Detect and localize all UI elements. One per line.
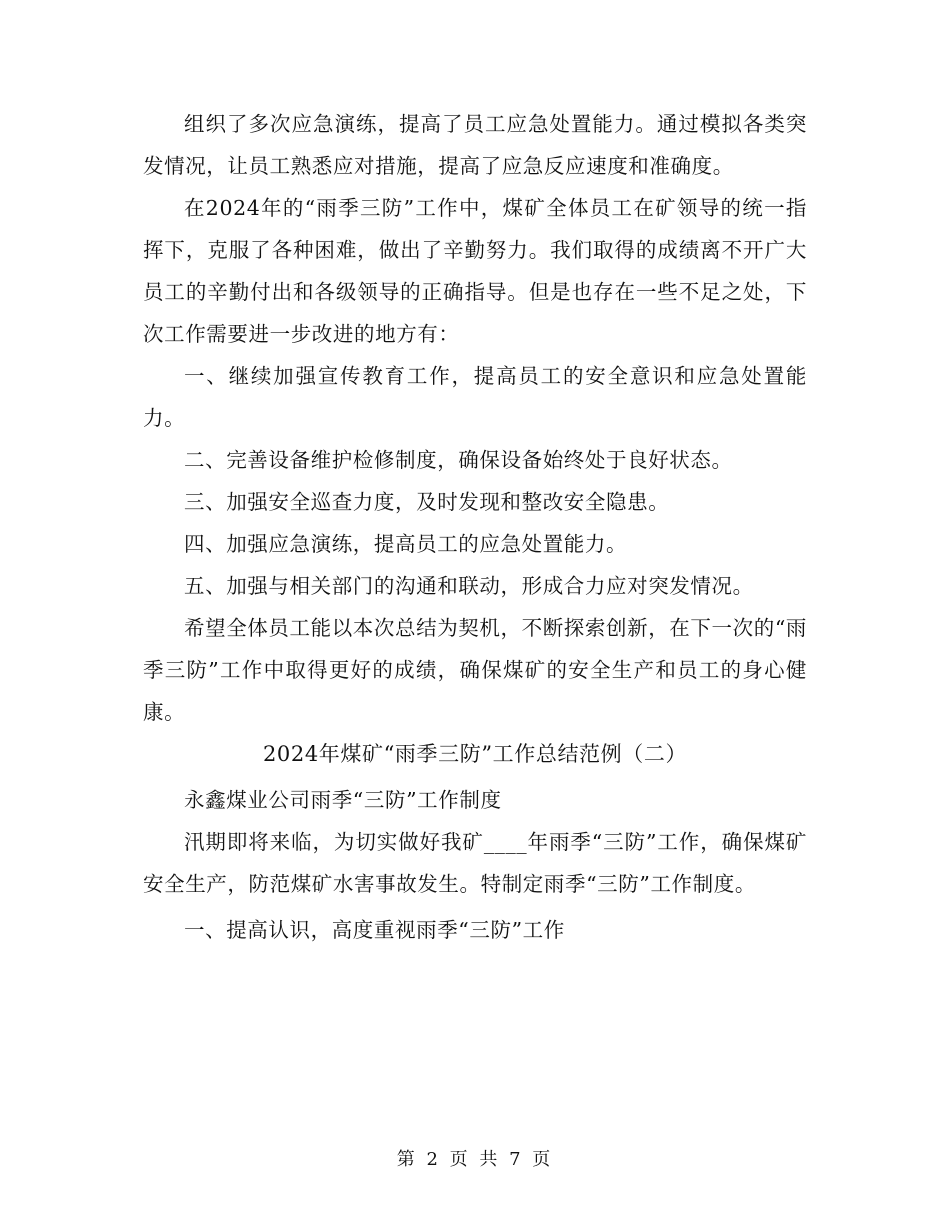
paragraph-improvement-1: 一、继续加强宣传教育工作，提高员工的安全意识和应急处置能力。: [143, 364, 807, 430]
paragraph-improvement-5: 五、加强与相关部门的沟通和联动，形成合力应对突发情况。: [184, 574, 754, 598]
paragraph-overall-review: 在2024年的“雨季三防”工作中，煤矿全体员工在矿领导的统一指挥下，克服了各种困难，做出了辛勤努力。我们取得的成绩离不开广大员工的辛勤付出和各级领导的正确指导。但是也存在一些不足之处，下次工作需要进一步改进的地方有：: [143, 196, 807, 346]
section-title: 2024年煤矿“雨季三防”工作总结范例（二）: [262, 742, 688, 766]
document-body: [143, 103, 807, 951]
paragraph-section-one-heading: 一、提高认识，高度重视雨季“三防”工作: [184, 918, 565, 942]
paragraph-closing-hope: 希望全体员工能以本次总结为契机，不断探索创新，在下一次的“雨季三防”工作中取得更好的成绩，确保煤矿的安全生产和员工的身心健康。: [143, 616, 807, 724]
paragraph-improvement-4: 四、加强应急演练，提高员工的应急处置能力。: [184, 532, 628, 556]
page-footer: [0, 1146, 950, 1174]
page-number-label: 第 2 页 共 7 页: [396, 1149, 554, 1170]
paragraph-flood-season-intro: 汛期即将来临，为切实做好我矿____年雨季“三防”工作，确保煤矿安全生产，防范煤矿水害事故发生。特制定雨季“三防”工作制度。: [143, 830, 807, 896]
paragraph-company-policy-title: 永鑫煤业公司雨季“三防”工作制度: [184, 788, 502, 812]
paragraph-improvement-2: 二、完善设备维护检修制度，确保设备始终处于良好状态。: [184, 448, 733, 472]
paragraph-improvement-3: 三、加强安全巡查力度，及时发现和整改安全隐患。: [184, 490, 670, 514]
paragraph-drill-summary: 组织了多次应急演练，提高了员工应急处置能力。通过模拟各类突发情况，让员工熟悉应对措施，提高了应急反应速度和准确度。: [143, 112, 807, 178]
